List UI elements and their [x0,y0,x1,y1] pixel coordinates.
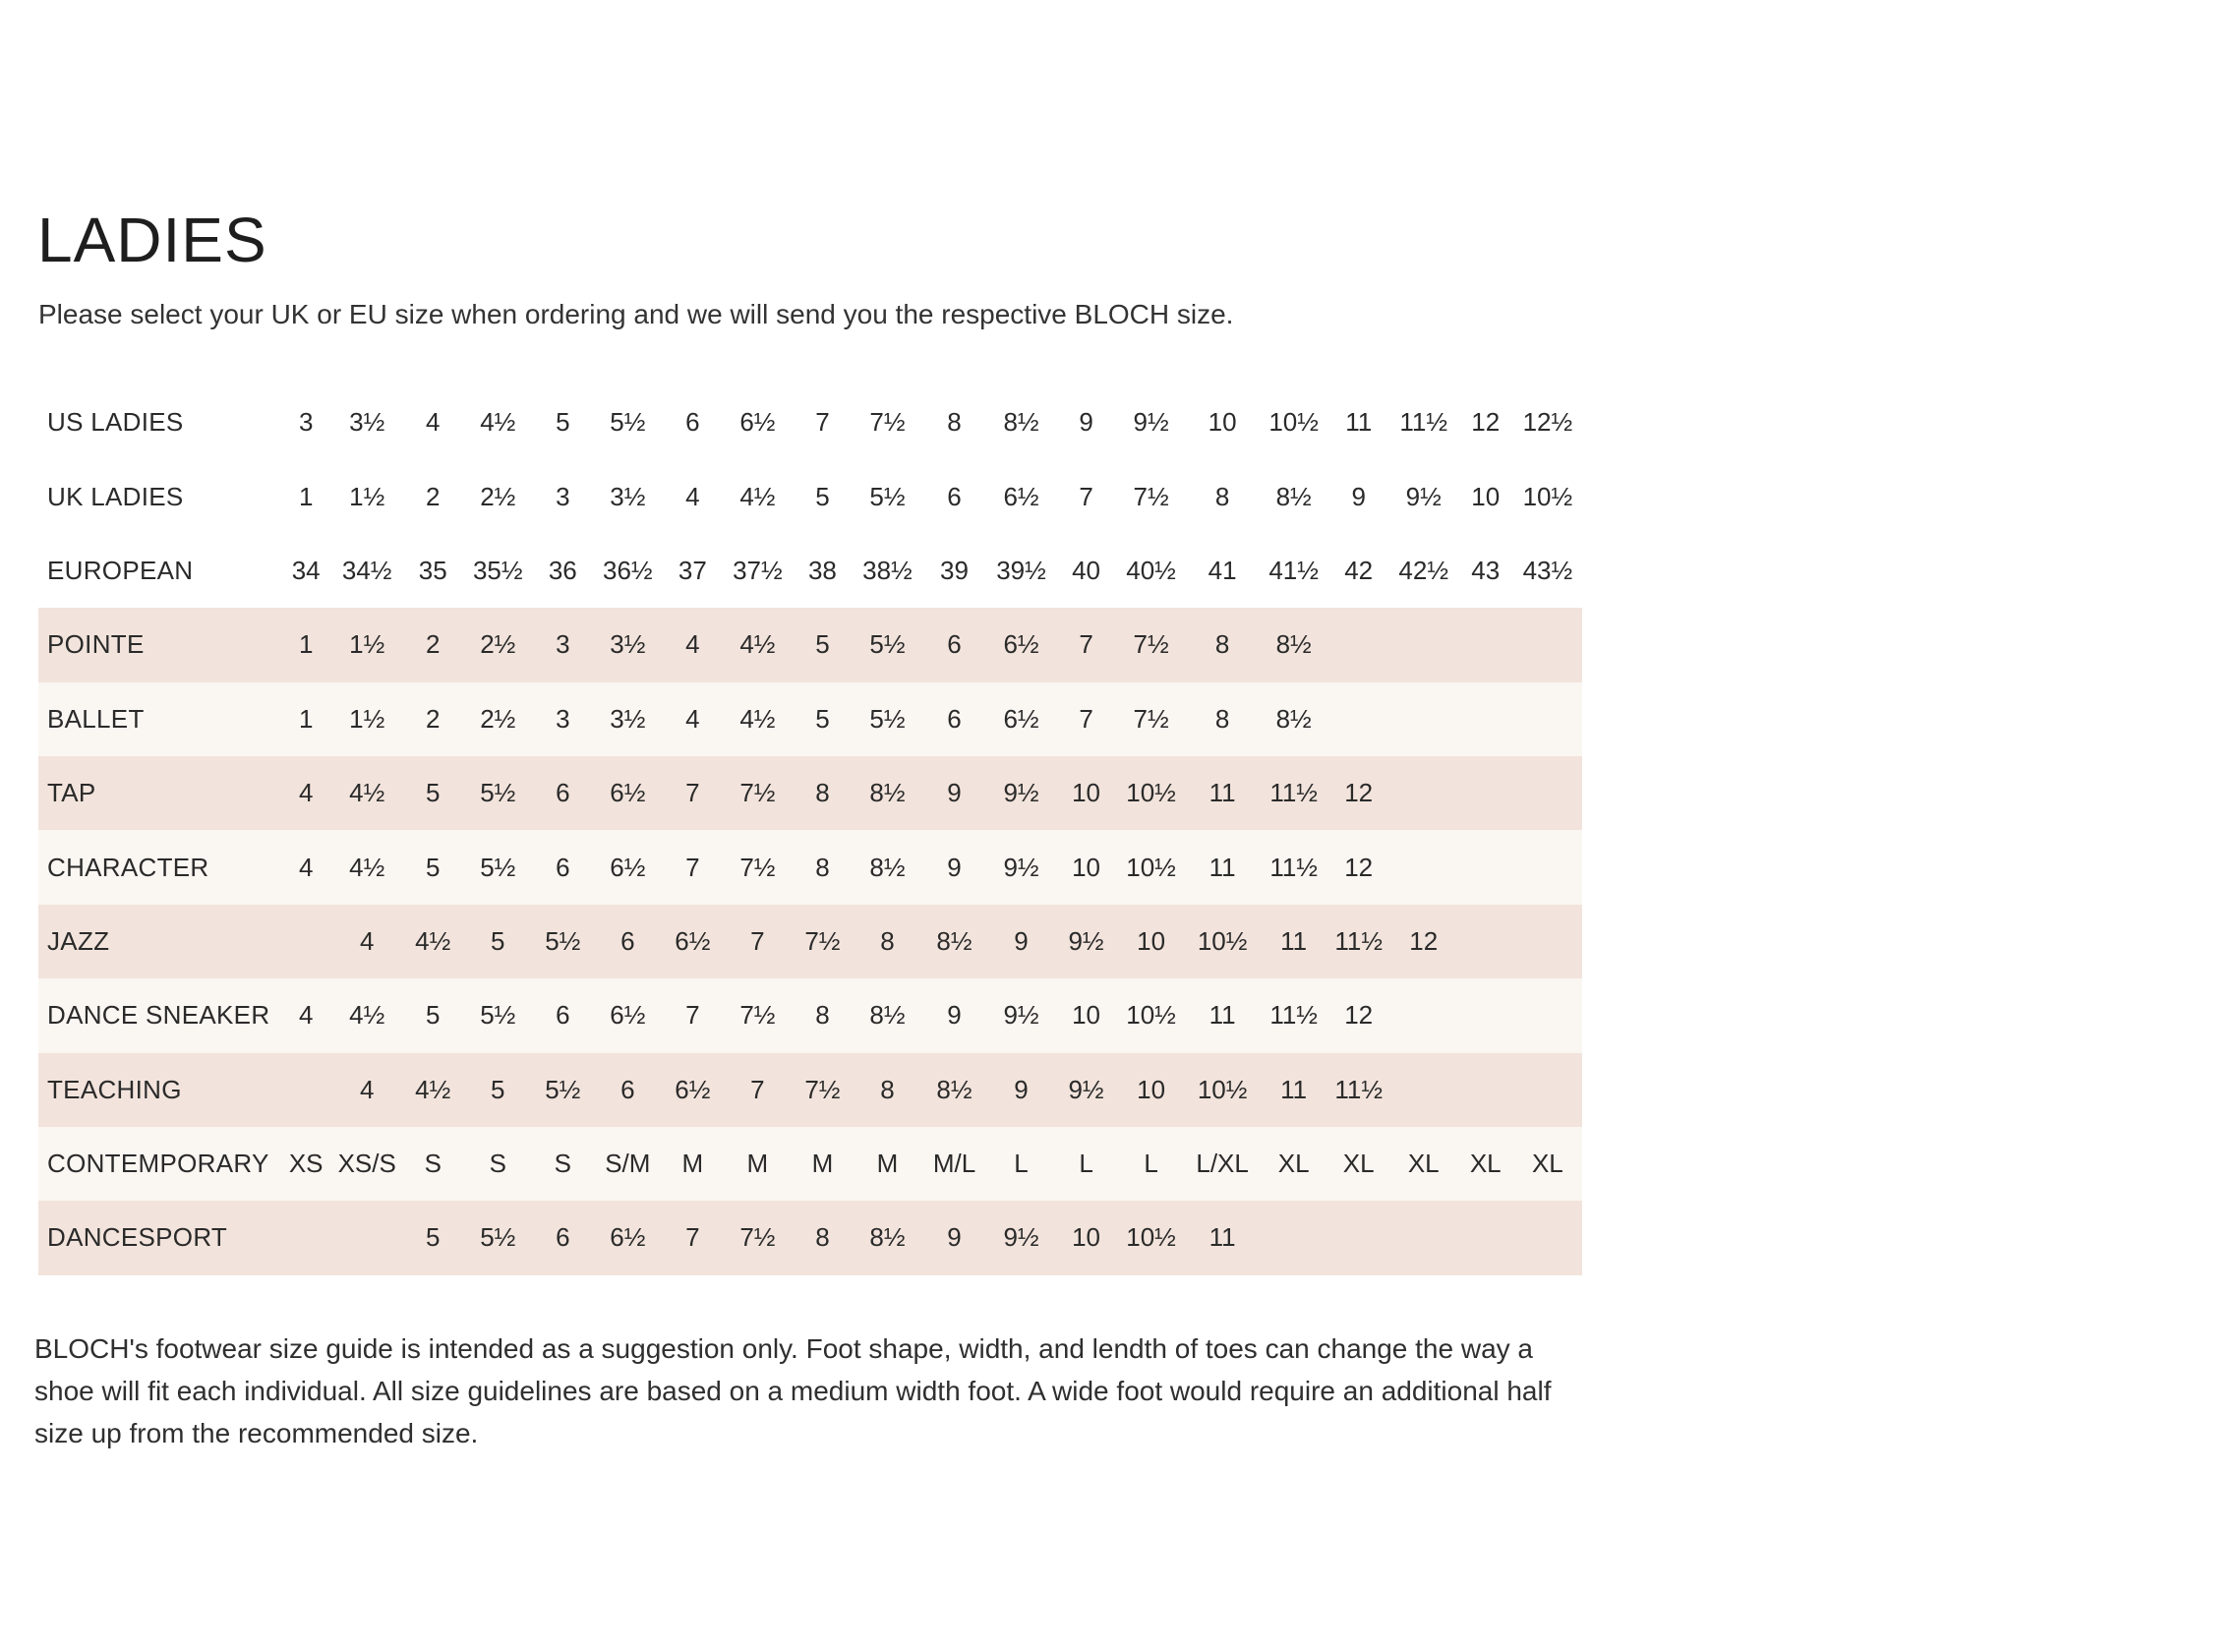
size-cell: 4 [662,682,723,756]
size-cell: 4½ [402,1053,463,1127]
size-cell: 38½ [853,534,921,608]
size-cell: 8 [921,385,986,459]
size-cell: 6½ [593,978,662,1052]
size-cell: 10½ [1117,830,1186,904]
row-label: DANCESPORT [38,1201,280,1274]
size-cell: 9½ [987,756,1056,830]
size-cell: 6½ [593,756,662,830]
size-cell: 4½ [723,459,792,533]
size-cell: M [853,1127,921,1201]
size-cell: 40½ [1117,534,1186,608]
size-cell: 6½ [987,608,1056,681]
size-cell [1389,1201,1458,1274]
size-cell: 2 [402,608,463,681]
size-cell: 3 [532,608,593,681]
size-cell: 5½ [853,682,921,756]
size-cell: 36 [532,534,593,608]
size-cell: 8 [792,756,853,830]
size-cell: 11½ [1260,756,1328,830]
size-cell: 6½ [723,385,792,459]
size-cell: 10 [1117,1053,1186,1127]
size-cell: 7½ [792,905,853,978]
size-cell [1458,1053,1513,1127]
size-cell [1513,608,1582,681]
size-row [38,756,1582,830]
size-cell: 5 [402,756,463,830]
size-cell: 4½ [723,682,792,756]
size-cell: 1½ [331,459,402,533]
size-cell: 2 [402,459,463,533]
size-cell [1458,1201,1513,1274]
size-cell: L/XL [1186,1127,1260,1201]
size-cell: 6 [593,905,662,978]
size-cell [280,1201,331,1274]
size-cell: 12 [1389,905,1458,978]
size-cell: L [1117,1127,1186,1201]
size-row [38,534,1582,608]
size-chart-table [38,385,1582,1275]
size-cell: 10 [1056,978,1117,1052]
size-row [38,905,1582,978]
size-cell: 9½ [1117,385,1186,459]
size-cell: 5½ [463,1201,532,1274]
size-cell: 37 [662,534,723,608]
size-cell: 2½ [463,682,532,756]
size-cell [1513,1053,1582,1127]
size-cell: 4 [402,385,463,459]
size-cell: 11½ [1328,1053,1389,1127]
size-cell: 8½ [853,830,921,904]
size-cell [1458,756,1513,830]
size-cell: S/M [593,1127,662,1201]
size-cell: 7 [662,830,723,904]
size-cell: 5 [532,385,593,459]
size-cell: 4½ [723,608,792,681]
row-label: DANCE SNEAKER [38,978,280,1052]
size-cell: 5½ [463,756,532,830]
size-cell [1513,978,1582,1052]
size-cell: M [723,1127,792,1201]
size-cell: 7½ [853,385,921,459]
size-cell [1458,682,1513,756]
size-cell: 7½ [723,1201,792,1274]
size-cell: 5 [402,1201,463,1274]
size-cell: M/L [921,1127,986,1201]
size-cell: 3 [532,459,593,533]
size-cell: 5 [463,905,532,978]
size-row [38,1127,1582,1201]
size-cell: 4½ [331,830,402,904]
size-cell: 37½ [723,534,792,608]
size-cell: 2½ [463,608,532,681]
size-cell: 7½ [723,830,792,904]
size-cell: 10 [1458,459,1513,533]
size-cell: 11½ [1260,830,1328,904]
size-cell: 10½ [1117,1201,1186,1274]
size-cell [280,905,331,978]
size-cell: 2½ [463,459,532,533]
size-cell: 8½ [987,385,1056,459]
row-label: EUROPEAN [38,534,280,608]
size-cell: 12 [1328,978,1389,1052]
size-cell: M [792,1127,853,1201]
size-cell: 3 [532,682,593,756]
size-cell: 5½ [593,385,662,459]
size-cell: 9 [1328,459,1389,533]
size-cell: 6½ [987,682,1056,756]
size-cell: 7 [662,978,723,1052]
size-cell: 4½ [463,385,532,459]
size-cell: 9½ [1056,905,1117,978]
size-cell: 7 [1056,608,1117,681]
size-cell: 7 [723,1053,792,1127]
size-cell: 7 [662,756,723,830]
size-cell: 6½ [593,1201,662,1274]
size-cell: 11 [1260,1053,1328,1127]
row-label: US LADIES [38,385,280,459]
size-cell: 8½ [1260,459,1328,533]
size-cell [1389,830,1458,904]
size-cell [1458,978,1513,1052]
size-cell: 38 [792,534,853,608]
size-cell [1513,682,1582,756]
size-cell: 8½ [853,756,921,830]
size-cell: 36½ [593,534,662,608]
size-cell: XL [1513,1127,1582,1201]
size-cell: 7 [662,1201,723,1274]
size-cell: 4 [662,608,723,681]
size-cell: 3½ [331,385,402,459]
row-label: CONTEMPORARY [38,1127,280,1201]
size-cell: 8½ [853,1201,921,1274]
size-cell [280,1053,331,1127]
row-label: TEACHING [38,1053,280,1127]
size-cell: 9½ [1389,459,1458,533]
size-cell [1458,830,1513,904]
size-cell: M [662,1127,723,1201]
size-cell: 6½ [593,830,662,904]
size-cell: XL [1328,1127,1389,1201]
size-cell: 9 [987,905,1056,978]
size-cell: 9½ [987,830,1056,904]
size-cell: 3 [280,385,331,459]
size-cell: 5 [792,459,853,533]
size-cell: 8½ [921,905,986,978]
size-cell: 6 [532,1201,593,1274]
size-cell: 42½ [1389,534,1458,608]
size-cell: 2 [402,682,463,756]
size-cell: 8 [1186,608,1260,681]
size-cell: XS [280,1127,331,1201]
size-cell: 12½ [1513,385,1582,459]
size-cell: 9 [921,1201,986,1274]
size-cell: S [532,1127,593,1201]
size-cell [1513,1201,1582,1274]
size-cell: 9 [1056,385,1117,459]
size-cell: 4½ [331,978,402,1052]
size-cell: 9 [987,1053,1056,1127]
size-cell: 10½ [1186,1053,1260,1127]
size-cell: 7 [1056,682,1117,756]
size-cell: S [463,1127,532,1201]
size-cell: 11 [1260,905,1328,978]
size-cell: 6 [532,830,593,904]
size-cell: 10 [1117,905,1186,978]
size-cell: 6 [532,978,593,1052]
size-cell: 1 [280,682,331,756]
size-cell: 40 [1056,534,1117,608]
size-cell: 39½ [987,534,1056,608]
size-cell: 6 [532,756,593,830]
size-cell: 35½ [463,534,532,608]
size-cell: 5 [792,682,853,756]
size-cell: 8 [1186,682,1260,756]
size-cell: 3½ [593,459,662,533]
size-cell [1389,756,1458,830]
size-cell: 11 [1186,978,1260,1052]
size-row [38,1201,1582,1274]
size-cell: 4 [662,459,723,533]
size-cell: 9½ [1056,1053,1117,1127]
size-cell: 10½ [1260,385,1328,459]
size-cell: 6 [921,459,986,533]
size-cell: 10 [1056,756,1117,830]
size-cell: 10 [1056,830,1117,904]
size-cell: 34½ [331,534,402,608]
size-row [38,459,1582,533]
size-cell: 3½ [593,682,662,756]
size-cell: 10½ [1186,905,1260,978]
size-cell: XL [1260,1127,1328,1201]
size-cell: 39 [921,534,986,608]
size-cell: 8½ [921,1053,986,1127]
row-label: POINTE [38,608,280,681]
size-cell [1458,905,1513,978]
size-cell: 7½ [792,1053,853,1127]
size-cell: 41 [1186,534,1260,608]
row-label: JAZZ [38,905,280,978]
size-cell: 11½ [1328,905,1389,978]
size-row [38,385,1582,459]
size-cell: 7 [1056,459,1117,533]
size-cell: 1½ [331,682,402,756]
size-cell: 11 [1186,1201,1260,1274]
size-cell: 12 [1328,756,1389,830]
size-cell: 4½ [331,756,402,830]
size-cell: 35 [402,534,463,608]
size-row [38,682,1582,756]
size-cell: 42 [1328,534,1389,608]
size-cell: 9 [921,830,986,904]
size-cell: 10 [1186,385,1260,459]
size-cell: 4½ [402,905,463,978]
size-cell: 8 [1186,459,1260,533]
size-cell: 5½ [532,1053,593,1127]
size-row [38,608,1582,681]
size-cell: 43½ [1513,534,1582,608]
size-row [38,830,1582,904]
size-cell: 8 [792,1201,853,1274]
size-cell: 8 [853,905,921,978]
size-cell [1513,905,1582,978]
size-cell: 34 [280,534,331,608]
size-cell: 11½ [1389,385,1458,459]
size-cell [1458,608,1513,681]
size-cell [1389,978,1458,1052]
size-cell: 7½ [1117,459,1186,533]
size-cell: 4 [280,830,331,904]
size-cell: 4 [280,756,331,830]
size-cell: 6 [662,385,723,459]
size-cell: 1½ [331,608,402,681]
size-cell [1328,608,1389,681]
size-cell: 6½ [662,905,723,978]
size-cell: 8½ [1260,682,1328,756]
size-cell: 7½ [723,756,792,830]
size-cell [1328,682,1389,756]
size-cell: S [402,1127,463,1201]
size-cell: 10½ [1117,756,1186,830]
size-cell: 4 [280,978,331,1052]
size-cell [1389,1053,1458,1127]
size-cell: 8½ [853,978,921,1052]
row-label: TAP [38,756,280,830]
size-cell: 7 [792,385,853,459]
size-cell: 5 [402,978,463,1052]
size-guide-disclaimer: BLOCH's footwear size guide is intended as a suggestion only. Foot shape, width, and lendth of toes can change the way a shoe will fit each individual. All size guidelines are based on a medium width foot. A wide foot would require an additional half size up from the recommended size. [34,1333,1552,1448]
size-cell: 10½ [1117,978,1186,1052]
size-cell: 6 [921,682,986,756]
size-cell: 7½ [723,978,792,1052]
size-cell: 7 [723,905,792,978]
size-cell: 11 [1328,385,1389,459]
size-cell: 9½ [987,1201,1056,1274]
size-cell: 12 [1328,830,1389,904]
size-cell: 11 [1186,756,1260,830]
size-row [38,978,1582,1052]
size-cell [1260,1201,1328,1274]
row-label: CHARACTER [38,830,280,904]
size-cell: 5 [402,830,463,904]
size-cell [1513,830,1582,904]
size-cell: 41½ [1260,534,1328,608]
size-cell: 8½ [1260,608,1328,681]
size-cell: 1 [280,459,331,533]
size-cell: XL [1458,1127,1513,1201]
size-cell: 9 [921,978,986,1052]
size-cell: 6½ [987,459,1056,533]
size-cell: 6 [921,608,986,681]
size-cell: 5 [463,1053,532,1127]
size-cell: L [987,1127,1056,1201]
size-cell [1513,756,1582,830]
size-cell: 5½ [463,978,532,1052]
page-title: LADIES [37,205,267,275]
size-cell: 3½ [593,608,662,681]
size-cell: 11 [1186,830,1260,904]
size-cell: 7½ [1117,682,1186,756]
size-cell: 8 [792,978,853,1052]
size-cell: 6½ [662,1053,723,1127]
size-cell [1389,608,1458,681]
size-row [38,1053,1582,1127]
page-subtitle: Please select your UK or EU size when ordering and we will send you the respective BLOCH size. [38,299,1234,329]
size-cell: 5½ [532,905,593,978]
size-cell: 6 [593,1053,662,1127]
size-cell: 5½ [853,459,921,533]
size-cell: 8 [792,830,853,904]
size-cell: XS/S [331,1127,402,1201]
size-cell [1389,682,1458,756]
size-cell: 4 [331,1053,402,1127]
size-cell: 10 [1056,1201,1117,1274]
size-cell: 9 [921,756,986,830]
size-cell: 11½ [1260,978,1328,1052]
size-cell: 1 [280,608,331,681]
size-cell: 10½ [1513,459,1582,533]
size-cell: 12 [1458,385,1513,459]
size-cell: 9½ [987,978,1056,1052]
size-cell: XL [1389,1127,1458,1201]
size-cell: 4 [331,905,402,978]
size-cell: 5½ [463,830,532,904]
size-cell: 8 [853,1053,921,1127]
size-cell: L [1056,1127,1117,1201]
size-cell: 7½ [1117,608,1186,681]
row-label: UK LADIES [38,459,280,533]
size-cell [331,1201,402,1274]
size-cell: 5½ [853,608,921,681]
size-cell: 5 [792,608,853,681]
size-cell: 43 [1458,534,1513,608]
row-label: BALLET [38,682,280,756]
size-cell [1328,1201,1389,1274]
